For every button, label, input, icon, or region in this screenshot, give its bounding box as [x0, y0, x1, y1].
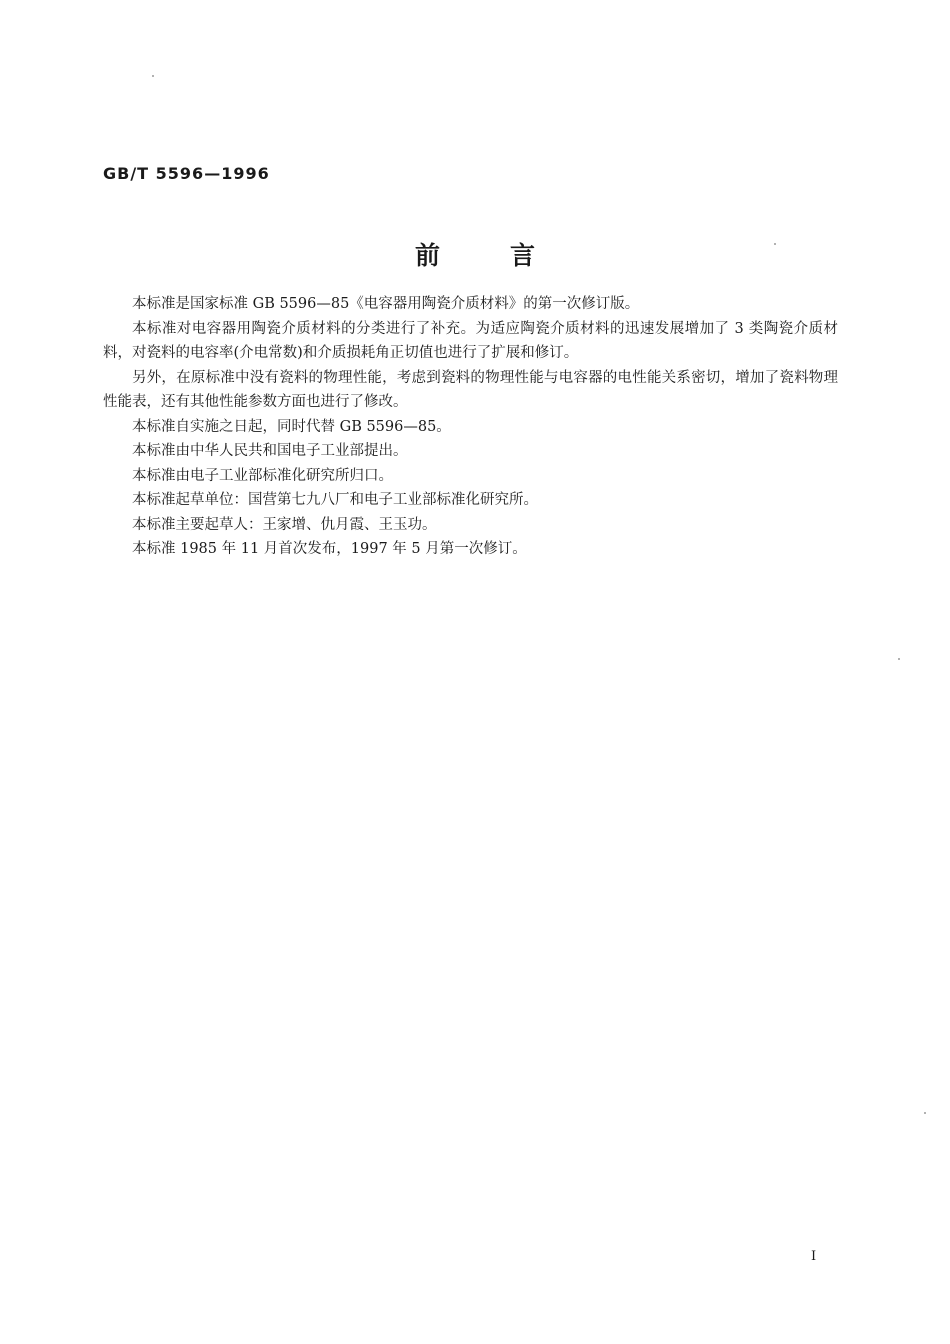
paragraph: 本标准起草单位：国营第七九八厂和电子工业部标准化研究所。 — [132, 492, 538, 508]
paragraph: 本标准由电子工业部标准化研究所归口。 — [132, 467, 393, 484]
paragraph: 本标准是国家标准 GB 5596—85《电容器用陶瓷介质材料》的第一次修订版。 — [132, 296, 640, 312]
page-number: I — [811, 1249, 817, 1264]
paragraph: 另外，在原标准中没有瓷料的物理性能，考虑到瓷料的物理性能与电容器的电性能关系密切，增加了瓷料物理性能表，还有其他性能参数方面也进行了修改。 — [103, 369, 838, 410]
paragraph: 本标准主要起草人：王家增、仇月霞、王玉功。 — [132, 516, 437, 533]
paragraph: 本标准自实施之日起，同时代替 GB 5596—85。 — [132, 418, 451, 435]
paragraph: 本标准由中华人民共和国电子工业部提出。 — [132, 443, 408, 459]
foreword-body — [103, 292, 838, 562]
paragraph: 本标准 1985 年 11 月首次发布，1997 年 5 月第一次修订。 — [132, 541, 527, 557]
scan-speck — [152, 75, 154, 77]
scan-speck — [898, 658, 900, 660]
scan-speck — [924, 1112, 926, 1114]
standard-number: GB/T 5596—1996 — [103, 164, 270, 183]
scan-speck — [774, 243, 776, 245]
page-title: 前言 — [414, 241, 605, 270]
paragraph: 本标准对电容器用陶瓷介质材料的分类进行了补充。为适应陶瓷介质材料的迅速发展增加了 3 类陶瓷介质材料，对瓷料的电容率(介电常数)和介质损耗角正切值也进行了扩展和修订。 — [103, 320, 838, 361]
